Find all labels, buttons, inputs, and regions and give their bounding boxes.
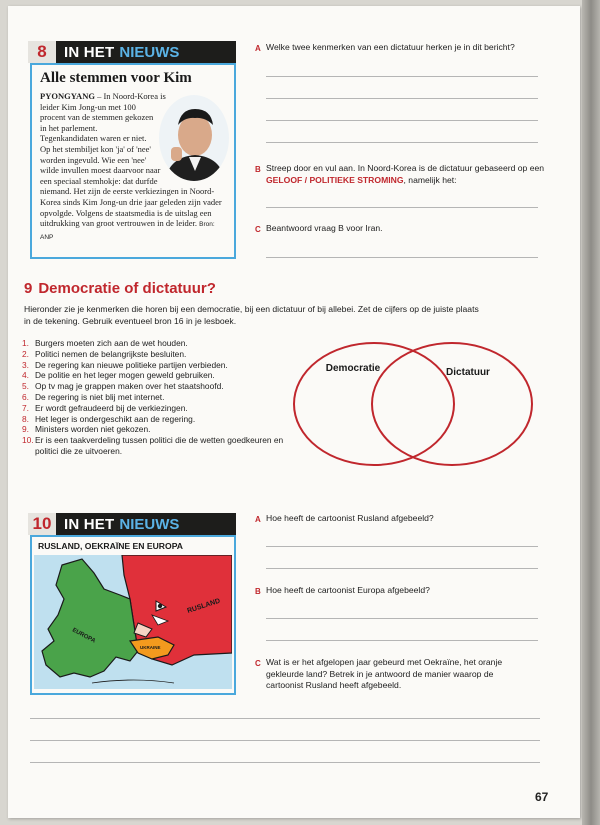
q10a-text: Hoe heeft de cartoonist Rusland afgebeeld? [266, 513, 434, 523]
section8-header-news: NIEUWS [119, 43, 180, 61]
list-item: 2. Politici nemen de belangrijkste besluiten. [22, 348, 187, 359]
q8b-text [266, 163, 546, 186]
venn-label-democratie: Democratie [325, 363, 381, 374]
characteristics-list [22, 338, 292, 457]
list-item: 9. Ministers worden niet gekozen. [22, 424, 151, 435]
section9-number: 9 [24, 280, 33, 297]
list-item: 5. Op tv mag je grappen maken over het staatshoofd. [22, 381, 224, 392]
q8a-text: Welke twee kenmerken van een dictatuur herken je in dit bericht? [266, 42, 515, 52]
cartoon-map [34, 555, 232, 689]
section10-header-label: IN HET [64, 515, 115, 533]
section10-newsbox [30, 535, 236, 695]
ukraine-label: UKRAINE [140, 645, 161, 650]
answer-line[interactable] [266, 640, 538, 641]
list-item: 6. De regering is niet blij met internet. [22, 391, 165, 402]
section8-header [28, 41, 236, 63]
answer-line[interactable] [266, 76, 538, 77]
answer-line[interactable] [266, 568, 538, 569]
rusland-label: RUSLAND [186, 597, 222, 615]
list-item: 4. De politie en het leger mogen geweld gebruiken. [22, 370, 215, 381]
section10-header [28, 513, 236, 535]
page-number: 67 [535, 790, 549, 804]
answer-line[interactable] [266, 207, 538, 208]
section9-intro: Hieronder zie je kenmerken die horen bij een democratie, bij een dictatuur of bij allebei. Zet de cijfers op de juiste plaats in de tekening. Gebruik eventueel bron 16 in je lesboek. [24, 304, 479, 326]
answer-line[interactable] [30, 718, 540, 719]
article-dateline: PYONGYANG [40, 91, 95, 101]
list-item: 3. De regering kan nieuwe politieke partijen verbieden. [22, 359, 228, 370]
article-body [40, 91, 226, 243]
section8-number: 8 [28, 41, 56, 63]
venn-diagram[interactable] [288, 338, 544, 474]
venn-circle-democratie [294, 343, 454, 465]
q10a-letter: A [255, 515, 261, 524]
list-item: 1. Burgers moeten zich aan de wet houden. [22, 338, 188, 348]
section9-title-text: Democratie of dictatuur? [38, 280, 216, 297]
article-title: Alle stemmen voor Kim [40, 70, 192, 86]
section8-newsbox [30, 63, 236, 259]
q10c-letter: C [255, 659, 261, 668]
answer-line[interactable] [266, 98, 538, 99]
q8b-letter: B [255, 165, 261, 174]
answer-line[interactable] [266, 257, 538, 258]
section10-number: 10 [28, 513, 56, 535]
list-item: 8. Het leger is ondergeschikt aan de regering. [22, 413, 196, 424]
answer-line[interactable] [266, 546, 538, 547]
q8c-letter: C [255, 225, 261, 234]
q8a-letter: A [255, 44, 261, 53]
answer-line[interactable] [266, 142, 538, 143]
section8-header-label: IN HET [64, 43, 115, 61]
article-source: Bron: ANP [40, 221, 215, 241]
q8b-text-1: Streep door en vul aan. In Noord-Korea is de dictatuur gebaseerd op een [266, 163, 545, 173]
answer-line[interactable] [266, 618, 538, 619]
venn-label-dictatuur: Dictatuur [446, 367, 490, 378]
section9-title [24, 280, 222, 297]
q10c-text: Wat is er het afgelopen jaar gebeurd met Oekraïne, het oranje gekleurde land? Betrek in je antwoord de manier waarop de cartoonist Rusland heeft afgebeeld. [266, 657, 503, 690]
answer-line[interactable] [30, 762, 540, 763]
q8b-highlight[interactable]: GELOOF / POLITIEKE STROMING [266, 174, 404, 185]
q10b-text: Hoe heeft de cartoonist Europa afgebeeld? [266, 585, 430, 595]
venn-circle-dictatuur [372, 343, 532, 465]
section10-header-news: NIEUWS [119, 515, 180, 533]
cartoon-title: RUSLAND, OEKRAÏNE EN EUROPA [38, 541, 183, 551]
q8b-text-2: , namelijk het: [403, 174, 457, 185]
list-item: 10. Er is een taakverdeling tussen politici die de wetten goedkeuren en politici die ze uitvoeren. [22, 435, 284, 456]
binder-edge [582, 0, 600, 825]
article-text: – In Noord-Korea is leider Kim Jong-un met 100 procent van de stemmen gekozen in het parlement. Tegenkandidaten waren er niet. Op het stembiljet kon 'ja' of 'nee' worden ingevuld. Wie een 'nee' wilde invullen moest daarvoor naar een speciaal stemhokje: dat durfde niemand. Het zijn de eerste verkiezingen in Noord-Korea sinds Kim Jong-un drie jaar geleden zijn vader opvolgde. Volgens de staatsmedia is de uitslag een uitdrukking van groot vertrouwen in de leider. [40, 91, 222, 229]
europa-label: EUROPA [71, 627, 97, 645]
q10b-letter: B [255, 587, 261, 596]
list-item: 7. Er wordt gefraudeerd bij de verkiezingen. [22, 402, 188, 413]
answer-line[interactable] [30, 740, 540, 741]
answer-line[interactable] [266, 120, 538, 121]
q8c-text: Beantwoord vraag B voor Iran. [266, 223, 383, 233]
